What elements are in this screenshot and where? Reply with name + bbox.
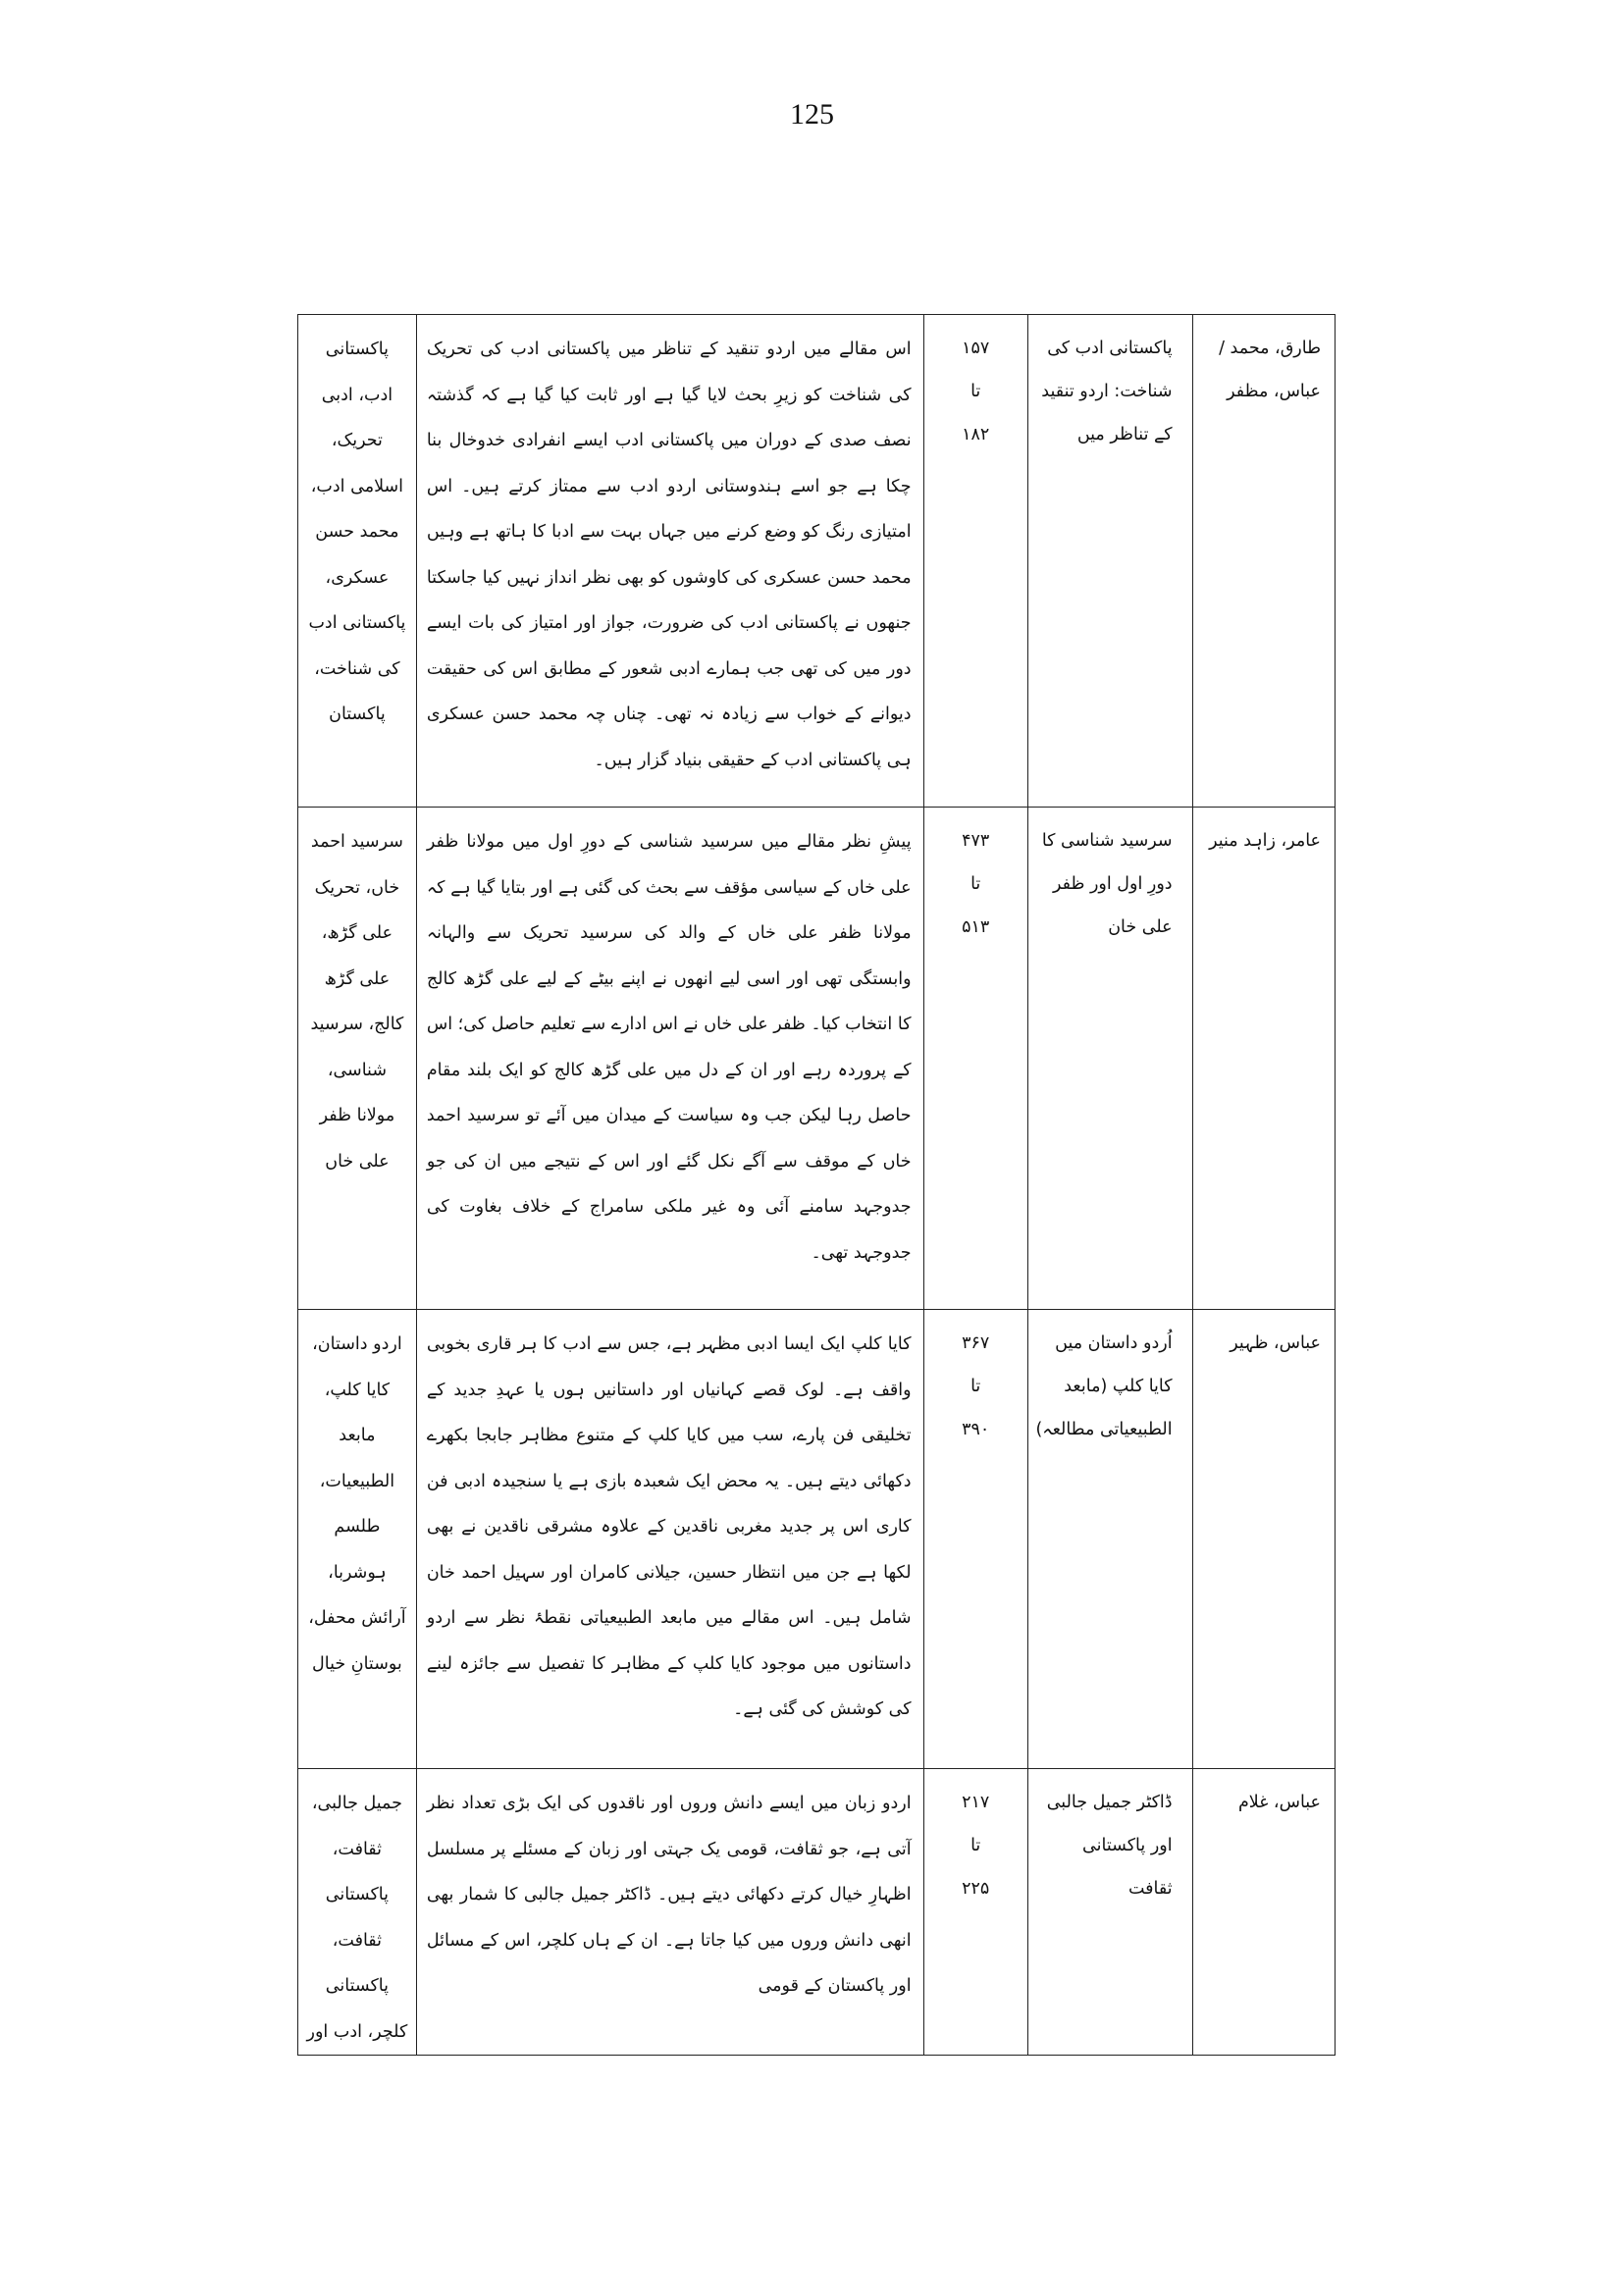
page-range-separator: تا (970, 1836, 981, 1855)
abstract-cell: اردو زبان میں ایسے دانش وروں اور ناقدوں کی ایک بڑی تعداد نظر آتی ہے، جو ثقافت، قومی یک جہتی اور زبان کے مسئلے پر مسلسل اظہارِ خیال کرتے دکھائی دیتے ہیں۔ ڈاکٹر جمیل جالبی کا شمار بھی انھی دانش وروں میں کیا جاتا ہے۔ ان کے ہاں کلچر، اس کے مسائل اور پاکستان کے قومی (416, 1769, 923, 2056)
page-range-cell (923, 315, 1027, 808)
page-range-separator: تا (970, 1377, 981, 1396)
abstract-cell: پیشِ نظر مقالے میں سرسید شناسی کے دورِ اول میں مولانا ظفر علی خاں کے سیاسی مؤقف سے بحث کی گئی ہے اور بتایا گیا ہے کہ مولانا ظفر علی خاں کے والد کی سرسید تحریک سے والہانہ وابستگی تھی اور اسی لیے انھوں نے اپنے بیٹے کے لیے علی گڑھ کالج کا انتخاب کیا۔ ظفر علی خاں نے اس ادارے سے تعلیم حاصل کی؛ اس کے پروردہ رہے اور ان کے دل میں علی گڑھ کالج کو ایک بلند مقام حاصل رہا لیکن جب وہ سیاست کے میدان میں آئے تو سرسید احمد خاں کے موقف سے آگے نکل گئے اور اس کے نتیجے میں ان کی جو جدوجہد سامنے آئی وہ غیر ملکی سامراج کے خلاف بغاوت کی جدوجہد تھی۔ (416, 808, 923, 1310)
abstract-cell: کایا کلپ ایک ایسا ادبی مظہر ہے، جس سے ادب کا ہر قاری بخوبی واقف ہے۔ لوک قصے کہانیاں اور داستانیں ہوں یا عہدِ جدید کے تخلیقی فن پارے، سب میں کایا کلپ کے متنوع مظاہر جابجا بکھرے دکھائی دیتے ہیں۔ یہ محض ایک شعبدہ بازی ہے یا سنجیدہ ادبی فن کاری اس پر جدید مغربی ناقدین کے علاوہ مشرقی ناقدین نے بھی لکھا ہے جن میں انتظار حسین، جیلانی کامران اور سہیل احمد خان شامل ہیں۔ اس مقالے میں مابعد الطبیعیاتی نقطۂ نظر سے اردو داستانوں میں موجود کایا کلپ کے مظاہر کا تفصیل سے جائزہ لینے کی کوشش کی گئی ہے۔ (416, 1310, 923, 1769)
page-range-cell (923, 1769, 1027, 2056)
page-end: ۳۹۰ (962, 1420, 990, 1439)
author-cell: عباس، ظہیر (1192, 1310, 1335, 1769)
table-row (298, 1769, 1336, 2056)
page-range-cell (923, 1310, 1027, 1769)
page-number: 125 (790, 98, 834, 130)
page-start: ۳۶۷ (962, 1333, 990, 1353)
article-title-cell: ڈاکٹر جمیل جالبی اور پاکستانی ثقافت (1027, 1769, 1192, 2056)
keywords-cell: پاکستانی ادب، ادبی تحریک، اسلامی ادب، محمد حسن عسکری، پاکستانی ادب کی شناخت، پاکستان (298, 315, 417, 808)
author-cell: طارق، محمد / عباس، مظفر (1192, 315, 1335, 808)
author-cell: عباس، غلام (1192, 1769, 1335, 2056)
page-end: ۵۱۳ (962, 917, 990, 937)
keywords-cell: جمیل جالبی، ثقافت، پاکستانی ثقافت، پاکستانی کلچر، ادب اور (298, 1769, 417, 2056)
bibliography-table (297, 314, 1336, 2056)
page-start: ۲۱۷ (962, 1793, 990, 1812)
page-start: ۴۷۳ (962, 831, 990, 851)
page-range-separator: تا (970, 382, 981, 401)
article-title-cell: سرسید شناسی کا دورِ اول اور ظفر علی خان (1027, 808, 1192, 1310)
page-range-cell (923, 808, 1027, 1310)
table-row (298, 1310, 1336, 1769)
abstract-cell: اس مقالے میں اردو تنقید کے تناظر میں پاکستانی ادب کی تحریک کی شناخت کو زیرِ بحث لایا گیا ہے اور ثابت کیا گیا ہے کہ گذشتہ نصف صدی کے دوران میں پاکستانی ادب ایسے انفرادی خدوخال بنا چکا ہے جو اسے ہندوستانی اردو ادب سے ممتاز کرتے ہیں۔ اس امتیازی رنگ کو وضع کرنے میں جہاں بہت سے ادبا کا ہاتھ ہے وہیں محمد حسن عسکری کی کاوشوں کو بھی نظر انداز نہیں کیا جاسکتا جنھوں نے پاکستانی ادب کی ضرورت، جواز اور امتیاز کی بات ایسے دور میں کی تھی جب ہمارے ادبی شعور کے مطابق اس کی حقیقت دیوانے کے خواب سے زیادہ نہ تھی۔ چناں چہ محمد حسن عسکری ہی پاکستانی ادب کے حقیقی بنیاد گزار ہیں۔ (416, 315, 923, 808)
article-title-cell: اُردو داستان میں کایا کلپ (مابعد الطبیعیاتی مطالعہ) (1027, 1310, 1192, 1769)
author-cell: عامر، زاہد منیر (1192, 808, 1335, 1310)
page-range-separator: تا (970, 874, 981, 894)
page-end: ۲۲۵ (962, 1879, 990, 1899)
page-end: ۱۸۲ (962, 425, 990, 444)
keywords-cell: اردو داستان، کایا کلپ، مابعد الطبیعیات، طلسم ہوشربا، آرائش محفل، بوستانِ خیال (298, 1310, 417, 1769)
table-row (298, 808, 1336, 1310)
keywords-cell: سرسید احمد خاں، تحریک علی گڑھ، علی گڑھ کالج، سرسید شناسی، مولانا ظفر علی خاں (298, 808, 417, 1310)
table-row (298, 315, 1336, 808)
article-title-cell: پاکستانی ادب کی شناخت: اردو تنقید کے تناظر میں (1027, 315, 1192, 808)
page-start: ۱۵۷ (962, 339, 990, 358)
